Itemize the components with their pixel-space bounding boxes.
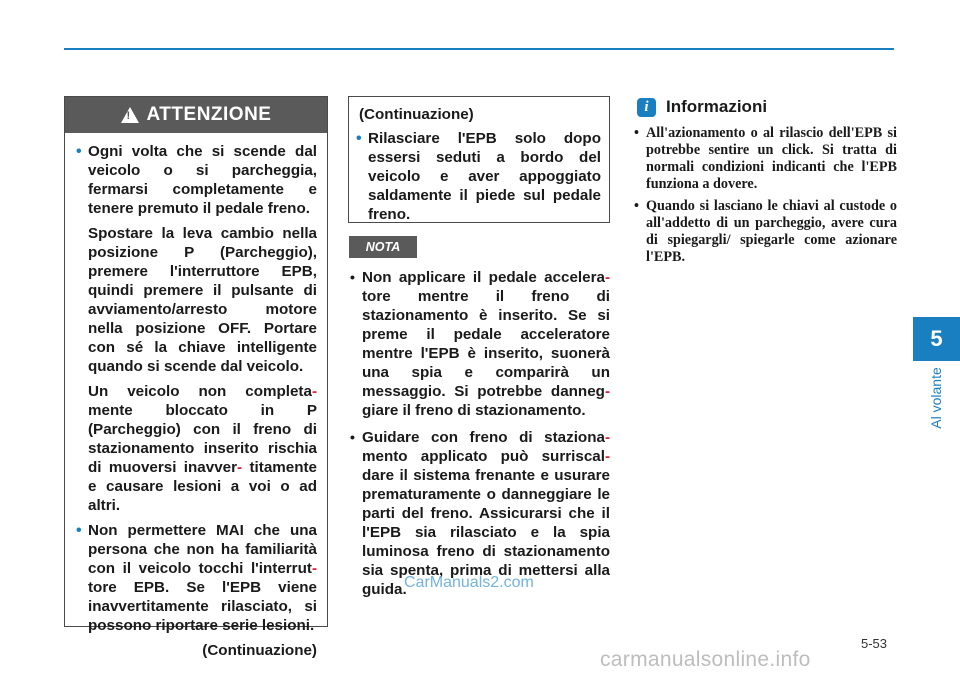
watermark: CarManuals2.com bbox=[404, 574, 534, 591]
info-list bbox=[631, 125, 897, 271]
continued-label: (Continuazione) bbox=[202, 642, 317, 659]
bullet-icon: • bbox=[634, 125, 639, 141]
info-item: • All'azionamento o al rilascio dell'EPB si potrebbe sentire un click. Si tratta di normali condizioni indicanti che l'EPB funziona a dovere. bbox=[634, 125, 897, 192]
info-icon: i bbox=[637, 98, 656, 117]
bullet-icon: • bbox=[350, 269, 355, 285]
attention-header bbox=[65, 97, 327, 133]
attention-body bbox=[65, 133, 327, 660]
nota-badge: NOTA bbox=[349, 236, 417, 258]
attention-item-text: Ogni volta che si scende dal veicolo o si parcheggia, fermarsi completamente e tenere premuto il pedale freno. bbox=[88, 143, 317, 217]
nota-item: • Guidare con freno di staziona- mento applicato può surriscal- dare il sistema frenante e usurare prematuramente o danneggiare le parti del freno. Assicurarsi che il l'EPB sia rilasciato e la spia luminosa freno di stazionamento sia spenta, prima di mettersi alla guida. bbox=[350, 429, 610, 598]
continuation-body bbox=[349, 97, 609, 224]
attention-subparagraph: Un veicolo non completa- mente bloccato in P (Parcheggio) con il freno di stazionamento inserito rischia di muoversi inavver- titamente e causare lesioni a voi o ad altri. bbox=[88, 383, 317, 514]
bullet-icon: • bbox=[634, 198, 639, 214]
site-watermark: carmanualsonline.info bbox=[600, 648, 811, 671]
chapter-label: Al volante bbox=[928, 367, 944, 429]
continuation-item: • Rilasciare l'EPB solo dopo essersi seduti a bordo del veicolo e aver appoggiato saldamente il piede sul pedale freno. bbox=[356, 130, 601, 223]
info-title: Informazioni bbox=[666, 97, 768, 116]
nota-item: • Non applicare il pedale accelera- tore mentre il freno di stazionamento è inserito. Se si preme il pedale acceleratore mentre l'EPB è inserito, suonerà una spia e comparirà un messaggio. Si potrebbe danneg- giare il freno di stazionamento. bbox=[350, 269, 610, 419]
bullet-icon: • bbox=[350, 429, 355, 445]
warning-icon bbox=[121, 107, 139, 123]
attention-item: • Non permettere MAI che una persona che non ha familiarità con il veicolo tocchi l'interrut- tore EPB. Se l'EPB viene inavvertitamente rilasciato, si possono riportare serie lesioni. bbox=[76, 522, 317, 634]
bullet-dot-icon: • bbox=[76, 522, 82, 539]
attention-item bbox=[76, 142, 317, 218]
page-number: 5-53 bbox=[861, 636, 888, 651]
info-heading bbox=[637, 97, 767, 117]
nota-list bbox=[350, 268, 610, 607]
info-item: • Quando si lasciano le chiavi al custode o all'addetto di un parcheggio, avere cura di spiegargli/ spiegarle come azionare l'EPB. bbox=[634, 198, 897, 265]
attention-title: ATTENZIONE bbox=[146, 104, 272, 125]
attention-box bbox=[64, 96, 328, 659]
continuation-title: (Continuazione) bbox=[359, 106, 474, 123]
bullet-dot-icon: • bbox=[356, 130, 362, 147]
attention-subparagraph: Spostare la leva cambio nella posizione P (Parcheggio), premere l'interruttore EPB, quindi premere il pulsante di avviamento/arresto motore nella posizione OFF. Portare con sé la chiave intelligente quando si scende dal veicolo. bbox=[88, 225, 317, 375]
continuation-box bbox=[348, 96, 610, 223]
top-rule bbox=[64, 48, 894, 50]
bullet-dot-icon: • bbox=[76, 143, 82, 160]
chapter-tab: 5 bbox=[913, 317, 960, 361]
